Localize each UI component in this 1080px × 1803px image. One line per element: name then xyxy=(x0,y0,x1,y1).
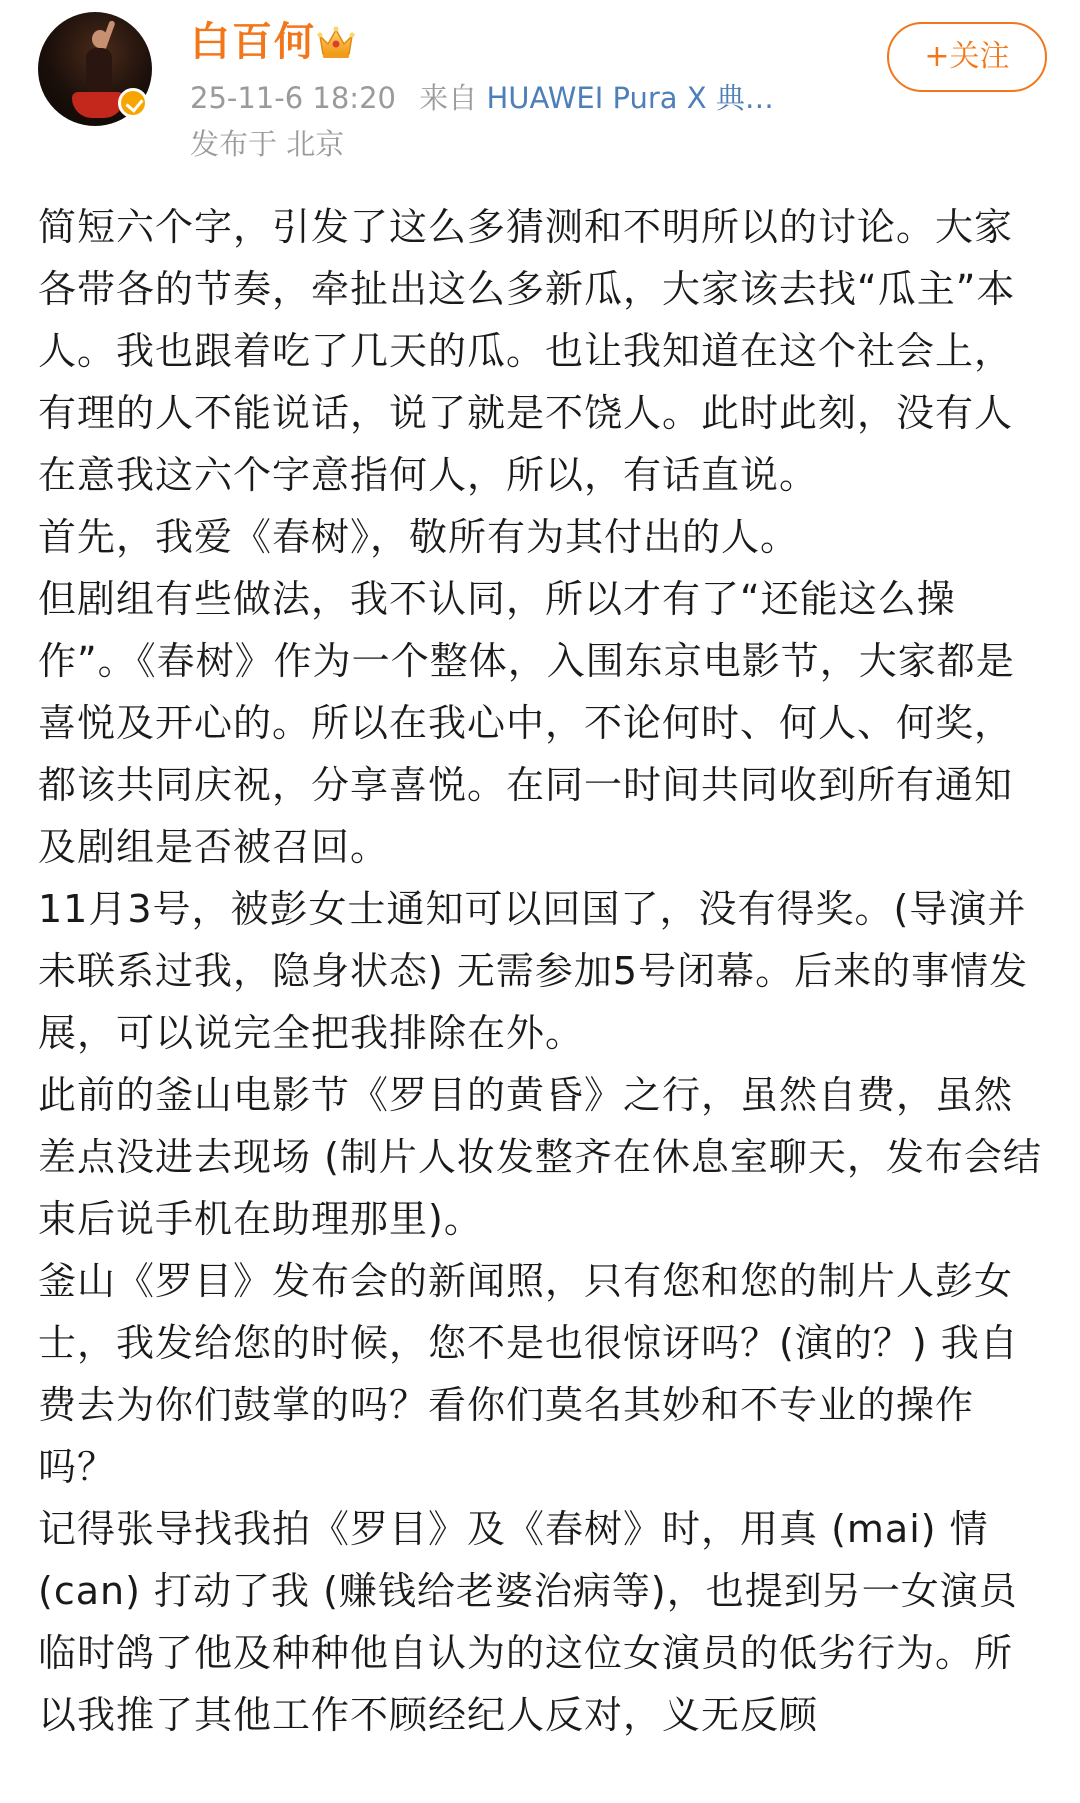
verified-badge-icon xyxy=(118,88,148,118)
post-paragraph: 釜山《罗目》发布会的新闻照，只有您和您的制片人彭女士，我发给您的时候，您不是也很惊讶吗？(演的？) 我自费去为你们鼓掌的吗？看你们莫名其妙和不专业的操作吗？ xyxy=(38,1259,1019,1489)
follow-button[interactable]: +关注 xyxy=(887,22,1047,92)
post-meta xyxy=(190,80,774,116)
post-paragraph: 首先，我爱《春树》，敬所有为其付出的人。 xyxy=(38,515,800,559)
post-body xyxy=(38,196,1048,1746)
source-prefix: 来自 xyxy=(419,81,478,115)
post-timestamp: 25-11-6 18:20 xyxy=(190,81,396,115)
post-location: 发布于 北京 xyxy=(190,127,345,161)
avatar-figure-head xyxy=(92,30,108,48)
post-paragraph: 此前的釜山电影节《罗目的黄昏》之行，虽然自费，虽然差点没进去现场 (制片人妆发整齐在休息室聊天，发布会结束后说手机在助理那里)。 xyxy=(38,1073,1042,1241)
post-paragraph: 简短六个字，引发了这么多猜测和不明所以的讨论。大家各带各的节奏，牵扯出这么多新瓜，大家该去找“瓜主”本人。我也跟着吃了几天的瓜。也让我知道在这个社会上，有理的人不能说话，说了就是不饶人。此时此刻，没有人在意我这六个字意指何人，所以，有话直说。 xyxy=(38,205,1016,497)
avatar-figure-skirt xyxy=(72,92,124,118)
post-paragraph: 但剧组有些做法，我不认同，所以才有了“还能这么操作”。《春树》作为一个整体，入围东京电影节，大家都是喜悦及开心的。所以在我心中，不论何时、何人、何奖，都该共同庆祝，分享喜悦。在同一时间共同收到所有通知及剧组是否被召回。 xyxy=(38,577,1015,869)
username[interactable]: 白百何 xyxy=(190,19,316,65)
post-header xyxy=(0,0,1080,170)
post-paragraph: 记得张导找我拍《罗目》及《春树》时，用真 (mai) 情 (can) 打动了我 (赚钱给老婆治病等)，也提到另一女演员临时鸽了他及种种他自认为的这位女演员的低劣行为。所以我推了其他工作不顾经纪人反对，义无反顾 xyxy=(38,1507,1018,1737)
post-paragraph: 11月3号，被彭女士通知可以回国了，没有得奖。(导演并未联系过我，隐身状态) 无需参加5号闭幕。后来的事情发展，可以说完全把我排除在外。 xyxy=(38,887,1029,1055)
device-link[interactable]: HUAWEI Pura X 典… xyxy=(486,81,774,115)
crown-icon xyxy=(316,24,356,60)
avatar-figure-body xyxy=(86,48,112,92)
